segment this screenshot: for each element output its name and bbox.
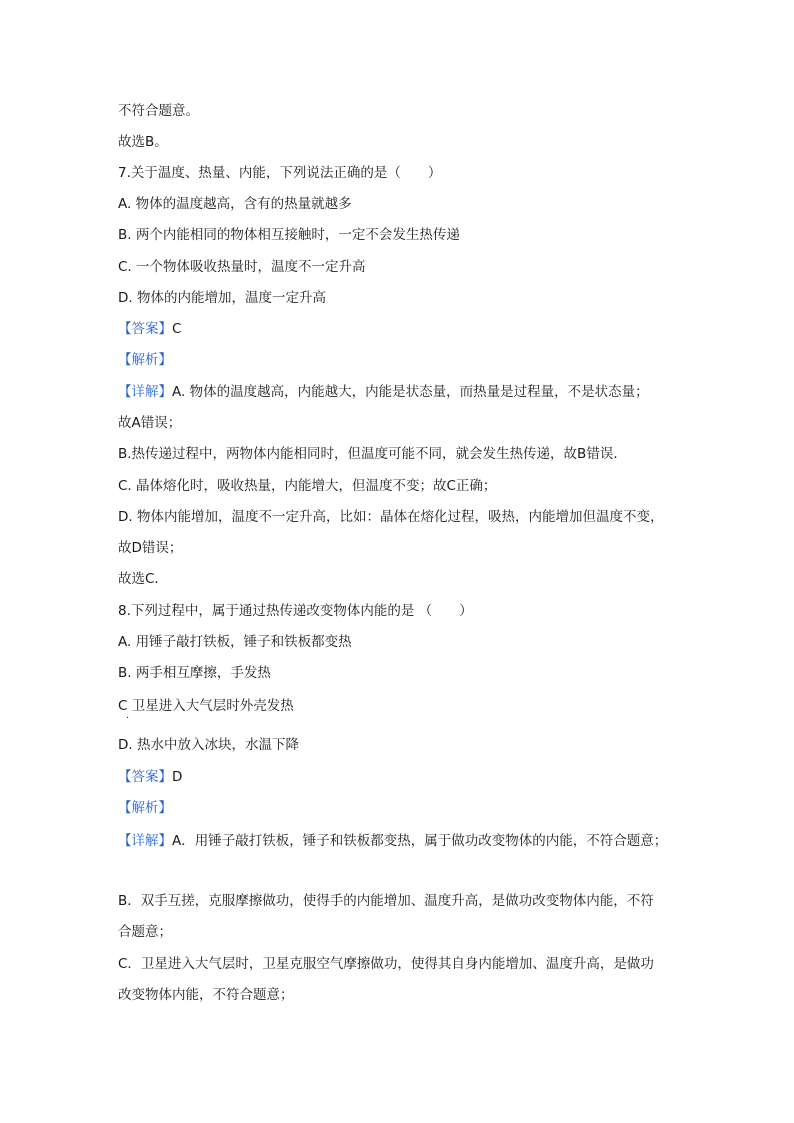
question-8-option-d: D. 热水中放入冰块，水温下降 bbox=[118, 737, 299, 753]
question-8-stem: 8.下列过程中，属于通过热传递改变物体内能的是 （ ） bbox=[118, 603, 473, 619]
text-line: 不符合题意。 bbox=[118, 103, 199, 119]
answer-value: D bbox=[172, 769, 183, 785]
question-8-answer bbox=[118, 766, 182, 788]
answer-tag: 【答案】 bbox=[118, 769, 172, 785]
question-7-stem: 7.关于温度、热量、内能，下列说法正确的是（ ） bbox=[118, 165, 442, 181]
detail-tag: 【详解】 bbox=[118, 384, 172, 400]
question-7-option-d: D. 物体的内能增加，温度一定升高 bbox=[118, 290, 326, 306]
text-line: D. 物体内能增加，温度不一定升高，比如：晶体在熔化过程，吸热，内能增加但温度不变， bbox=[118, 509, 664, 525]
stray-dot-mark: · bbox=[126, 713, 130, 724]
text-line: 故D错误； bbox=[118, 540, 183, 556]
question-7-analysis-heading bbox=[118, 349, 172, 371]
question-8-option-a: A. 用锤子敲打铁板，锤子和铁板都变热 bbox=[118, 634, 352, 650]
question-7-option-c: C. 一个物体吸收热量时，温度不一定升高 bbox=[118, 259, 366, 275]
question-7-answer bbox=[118, 318, 181, 340]
question-8-detail bbox=[118, 830, 667, 852]
analysis-tag: 【解析】 bbox=[118, 800, 172, 816]
detail-tag: 【详解】 bbox=[118, 833, 172, 849]
question-7-detail bbox=[118, 381, 649, 403]
text-line: B．双手互搓，克服摩擦做功，使得手的内能增加、温度升高，是做功改变物体内能，不符 bbox=[118, 893, 654, 909]
text-line: 改变物体内能，不符合题意； bbox=[118, 987, 294, 1003]
detail-text: A．用锤子敲打铁板，锤子和铁板都变热，属于做功改变物体的内能，不符合题意； bbox=[172, 833, 668, 849]
analysis-tag: 【解析】 bbox=[118, 352, 172, 368]
question-8-option-b: B. 两手相互摩擦，手发热 bbox=[118, 665, 271, 681]
text-line: 故选B。 bbox=[118, 134, 168, 150]
question-8-option-c: C 卫星进入大气层时外壳发热 bbox=[118, 698, 294, 714]
detail-text: A. 物体的温度越高，内能越大，内能是状态量，而热量是过程量，不是状态量； bbox=[172, 384, 649, 400]
text-line: C．卫星进入大气层时，卫星克服空气摩擦做功，使得其自身内能增加、温度升高，是做功 bbox=[118, 956, 654, 972]
text-line: 合题意； bbox=[118, 924, 172, 940]
text-line: 故选C． bbox=[118, 571, 168, 587]
question-7-option-b: B. 两个内能相同的物体相互接触时，一定不会发生热传递 bbox=[118, 227, 460, 243]
text-line: C. 晶体熔化时，吸收热量，内能增大，但温度不变；故C正确； bbox=[118, 478, 497, 494]
question-8-analysis-heading bbox=[118, 797, 172, 819]
text-line: 故A错误； bbox=[118, 415, 182, 431]
text-line: B.热传递过程中，两物体内能相同时，但温度可能不同，就会发生热传递，故B错误． bbox=[118, 446, 627, 462]
answer-value: C bbox=[172, 321, 182, 337]
answer-tag: 【答案】 bbox=[118, 321, 172, 337]
question-7-option-a: A. 物体的温度越高，含有的热量就越多 bbox=[118, 196, 352, 212]
